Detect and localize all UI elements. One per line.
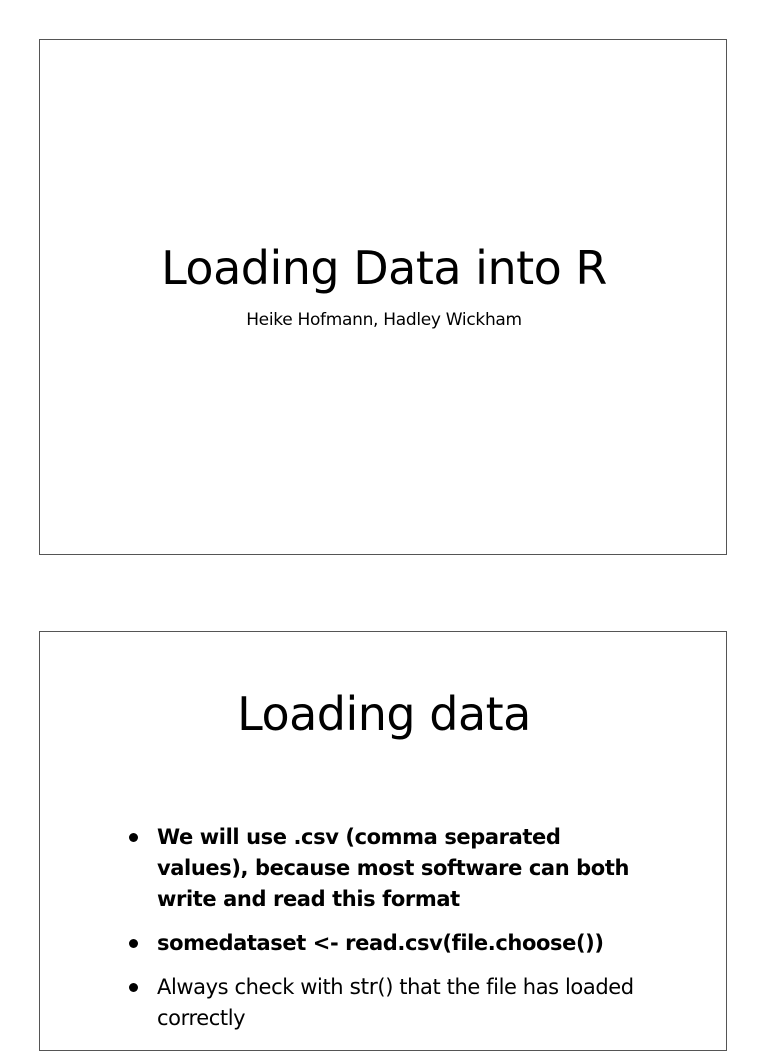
bullet-item xyxy=(125,928,645,959)
bullet-list xyxy=(125,822,645,1047)
slide-2-title: Loading data xyxy=(237,687,531,741)
bullet-item xyxy=(125,972,645,1034)
bullet-text-before: Always check with xyxy=(157,975,350,999)
slide-1-title: Loading Data into R xyxy=(161,241,607,295)
bullet-code: str xyxy=(349,975,378,1000)
bullet-dot-icon xyxy=(129,833,138,842)
slide-1-authors: Heike Hofmann, Hadley Wickham xyxy=(246,310,522,330)
bullet-dot-icon xyxy=(129,939,138,948)
bullet-text: We will use .csv (comma separated values), because most software can both write and read this format xyxy=(157,825,630,911)
bullet-dot-icon xyxy=(129,983,138,992)
title-slide xyxy=(39,39,727,555)
bullet-item xyxy=(125,822,645,915)
bullet-text: somedataset <- read.csv(file.choose()) xyxy=(157,931,604,955)
bullet-text-after: () that the file has loaded correctly xyxy=(157,975,634,1030)
